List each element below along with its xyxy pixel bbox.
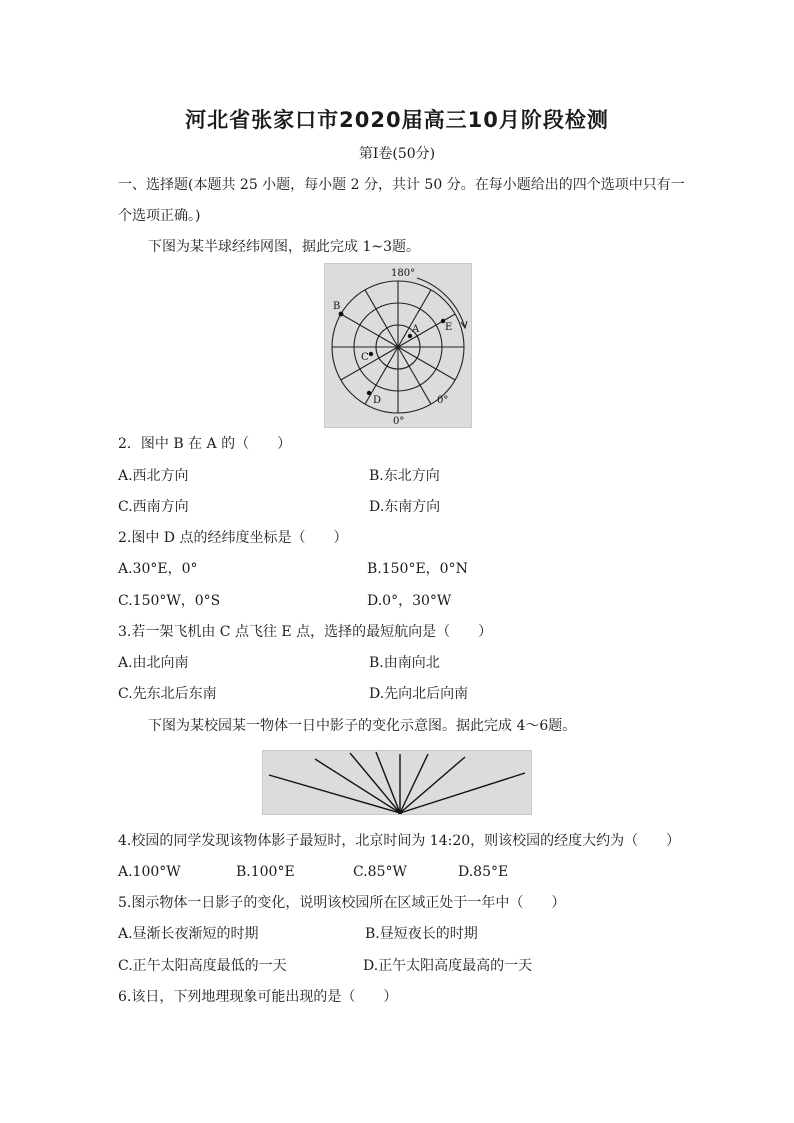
question-2b-option-c: C.150°W，0°S	[118, 593, 221, 609]
question-3-option-a: A.由北向南	[118, 655, 189, 671]
label-b: B	[333, 301, 341, 312]
question-2a-option-d: D.东南方向	[369, 499, 441, 515]
instructions-line-1: 一、选择题(本题共 25 小题，每小题 2 分，共计 50 分。在每小题给出的四个选项中只有一	[118, 177, 685, 193]
point-d	[367, 391, 371, 395]
label-d: D	[373, 395, 382, 406]
question-2b-stem: 2.图中 D 点的经纬度坐标是（ ）	[118, 530, 348, 546]
label-c: C	[361, 352, 369, 363]
label-e: E	[445, 322, 453, 333]
question-2b-option-d: D.0°，30°W	[367, 593, 452, 609]
question-2b-option-b: B.150°E，0°N	[367, 561, 468, 577]
question-2a-option-b: B.东北方向	[369, 468, 440, 484]
shadow-diagram	[263, 751, 531, 814]
question-3-stem: 3.若一架飞机由 C 点飞往 E 点，选择的最短航向是（ ）	[118, 624, 493, 640]
question-5-option-d: D.正午太阳高度最高的一天	[363, 958, 533, 974]
label-zero-bottom: 0°	[393, 416, 405, 427]
intro-figure-1: 下图为某半球经纬网图，据此完成 1~3题。	[148, 239, 420, 255]
question-4-option-d: D.85°E	[458, 864, 509, 880]
question-3-option-b: B.由南向北	[369, 655, 440, 671]
question-6-stem: 6.该日，下列地理现象可能出现的是（ ）	[118, 989, 398, 1005]
label-zero-right: 0°	[437, 395, 449, 406]
question-4-stem: 4.校园的同学发现该物体影子最短时，北京时间为 14:20，则该校园的经度大约为（ ）	[118, 833, 681, 849]
label-180: 180°	[391, 268, 416, 279]
page-title: 河北省张家口市2020届高三10月阶段检测	[185, 108, 609, 132]
intro-figure-2: 下图为某校园某一物体一日中影子的变化示意图。据此完成 4～6题。	[148, 718, 577, 734]
point-b	[339, 312, 344, 317]
graticule-figure	[324, 263, 472, 428]
question-3-option-d: D.先向北后向南	[369, 686, 469, 702]
question-2a-option-c: C.西南方向	[118, 499, 189, 515]
question-4-option-c: C.85°W	[353, 864, 407, 880]
question-3-option-c: C.先东北后东南	[118, 686, 217, 702]
section-title: 第Ⅰ卷(50分)	[358, 146, 436, 162]
question-2a-option-a: A.西北方向	[118, 468, 189, 484]
shadow-figure	[262, 750, 532, 815]
question-4-option-a: A.100°W	[118, 864, 181, 880]
graticule-diagram	[325, 264, 471, 427]
instructions-line-2: 个选项正确。)	[118, 208, 201, 224]
question-2b-option-a: A.30°E，0°	[118, 561, 198, 577]
question-4-option-b: B.100°E	[236, 864, 295, 880]
question-5-option-b: B.昼短夜长的时期	[365, 926, 478, 942]
question-2a-stem: 2．图中 B 在 A 的（ ）	[118, 436, 292, 452]
question-5-stem: 5.图示物体一日影子的变化，说明该校园所在区域正处于一年中（ ）	[118, 895, 566, 911]
meridian-lines	[332, 281, 464, 413]
shadow-lines	[269, 752, 525, 813]
label-a: A	[412, 324, 420, 335]
question-5-option-a: A.昼渐长夜渐短的时期	[118, 926, 259, 942]
question-5-option-c: C.正午太阳高度最低的一天	[118, 958, 287, 974]
point-c	[369, 352, 373, 356]
